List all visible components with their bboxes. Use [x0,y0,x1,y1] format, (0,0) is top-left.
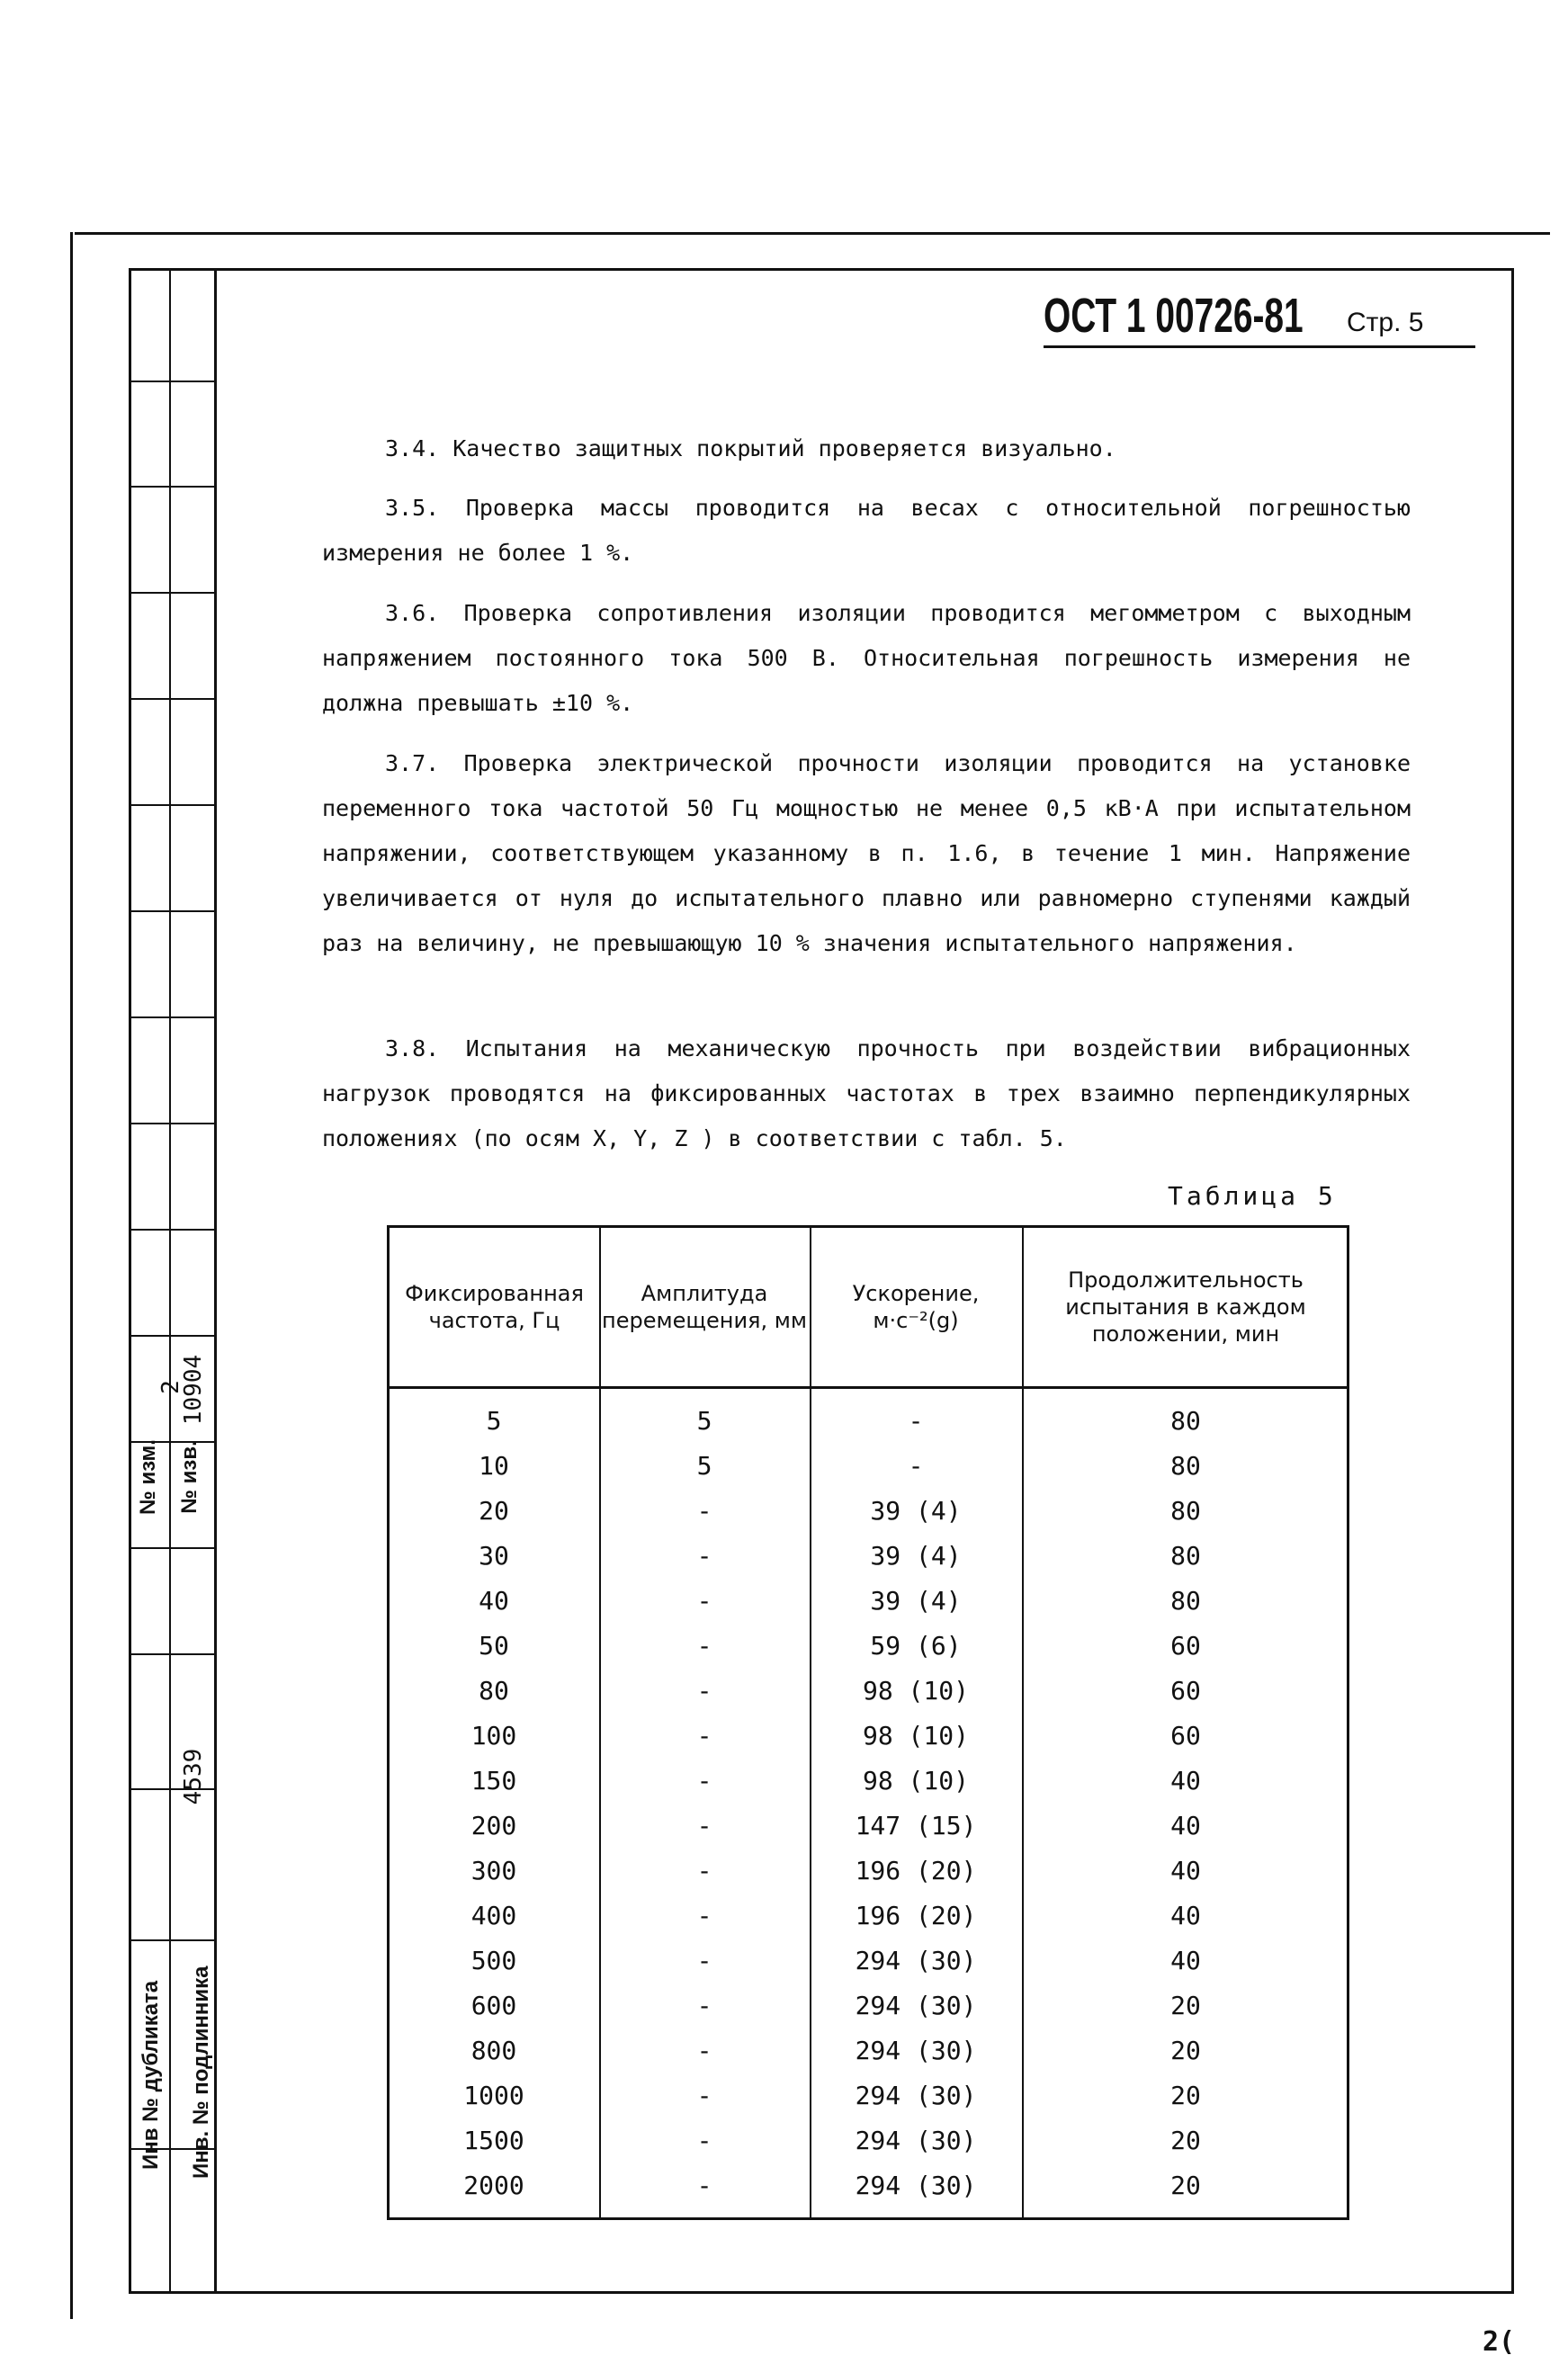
table-cell: 294 (30) [855,1991,977,2020]
table-cell: - [696,1901,712,1930]
table-cell: 60 [1170,1676,1201,1706]
podl-label: Инв. № подлинника [189,1966,213,2179]
table-cell: 294 (30) [855,2081,977,2110]
table-cell: - [696,1676,712,1706]
paragraph-3-4 [322,426,1411,471]
izm-value: 2 [157,1380,184,1394]
dubl-label: Инв № дубликата [139,1980,163,2170]
table-cell: 50 [479,1631,509,1661]
table-cell: 20 [1170,2036,1201,2065]
paragraph-3-5 [322,486,1411,576]
table-cell: 80 [1170,1496,1201,1526]
margin-row-line [129,1123,214,1124]
table-cell: 500 [470,1946,517,1975]
table-cell: 60 [1170,1631,1201,1661]
table-cell: - [696,2036,712,2065]
top-rule [75,232,1550,235]
margin-row-line [129,1939,214,1941]
table-cell: 40 [1170,1901,1201,1930]
vibration-table [387,1225,1349,2220]
paragraph-text: 3.5. Проверка массы проводится на весах с относительной погрешностью измерения не более 1 %. [322,495,1411,566]
table-cell: 150 [470,1766,517,1795]
margin-row-line [129,486,214,488]
margin-row-line [129,1229,214,1231]
table-cell: 39 (4) [870,1496,962,1526]
table-cell: 39 (4) [870,1541,962,1571]
page-label: Стр. 5 [1347,308,1424,337]
margin-row-line [129,1016,214,1018]
table-cell: - [696,1946,712,1975]
paragraph-3-8 [322,1026,1411,1161]
table-cell: 600 [470,1991,517,2020]
table-cell: 80 [1170,1586,1201,1616]
table-cell: 40 [1170,1811,1201,1840]
table-cell: 80 [1170,1451,1201,1481]
izm-label: № изм. [136,1439,160,1515]
paragraph-text: 3.6. Проверка сопротивления изоляции проводится мегомметром с выходным напряжением постоянного тока 500 В. Относительная погрешность измерения не должна превышать ±10 %. [322,600,1411,716]
table-cell: 80 [1170,1541,1201,1571]
table-cell: 294 (30) [855,2126,977,2155]
table-cell: 20 [1170,2171,1201,2200]
table-cell: 100 [470,1721,517,1751]
doc-code-underline [1044,345,1475,348]
table-header-duration: Продолжительность испытания в каждом положении, мин [1065,1267,1306,1347]
table-header-frequency: Фиксированная частота, Гц [405,1281,584,1333]
margin-row-line [129,1335,214,1337]
paragraph-text: 3.7. Проверка электрической прочности изоляции проводится на установке переменного тока частотой 50 Гц мощностью не менее 0,5 кВ·А при испытательном напряжении, соответствующем указанному в п. 1.6, в течение 1 мин. Напряжение увеличивается от нуля до испытательного плавно или равномерно ступенями каждый раз на величину, не превышающую 10 % значения испытательного напряжения. [322,750,1411,956]
table-cell: 294 (30) [855,2171,977,2200]
margin-row-line [129,804,214,806]
table-cell: - [696,1766,712,1795]
table-cell: 196 (20) [855,1856,977,1885]
margin-row-line [129,1653,214,1655]
table-cell: - [696,1496,712,1526]
izv-value: 10904 [180,1354,207,1426]
left-binding-rule [70,232,73,2319]
table-cell: - [696,1541,712,1571]
table-cell: - [696,1991,712,2020]
margin-row-line [129,698,214,700]
table-cell: 40 [1170,1856,1201,1885]
paragraph-3-7 [322,741,1411,966]
table-cell: 300 [470,1856,517,1885]
table-cell: 40 [479,1586,509,1616]
table-cell: - [696,1811,712,1840]
table-cell: 294 (30) [855,2036,977,2065]
table-caption: Таблица 5 [1168,1181,1337,1211]
table-cell: 5 [696,1406,712,1436]
table-cell: 60 [1170,1721,1201,1751]
paragraph-3-6 [322,591,1411,726]
table-cell: 147 (15) [855,1811,977,1840]
table-cell: 10 [479,1451,509,1481]
table-cell: 20 [1170,1991,1201,2020]
table-cell: 1500 [463,2126,524,2155]
margin-row-line [129,592,214,594]
table-cell: 20 [479,1496,509,1526]
table-cell: 80 [1170,1406,1201,1436]
table-cell: 20 [1170,2081,1201,2110]
table-cell: 1000 [463,2081,524,2110]
table-header-amplitude: Амплитуда перемещения, мм [602,1281,807,1333]
paragraph-text: 3.8. Испытания на механическую прочность при воздействии вибрационных нагрузок проводятся на фиксированных частотах в трех взаимно перпендикулярных положениях (по осям X, Y, Z ) в соответствии с табл. 5. [322,1035,1411,1151]
table-cell: 40 [1170,1766,1201,1795]
page-number: 2( [1483,2326,1516,2358]
table-header-acceleration: Ускорение, м·с⁻²(g) [852,1281,980,1333]
table-cell: 40 [1170,1946,1201,1975]
margin-row-line [129,910,214,912]
table-cell: 80 [479,1676,509,1706]
doc-code: ОСТ 1 00726-81 [1044,289,1304,343]
table-cell: 800 [470,2036,517,2065]
table-cell: - [696,1586,712,1616]
table-cell: 98 (10) [862,1721,969,1751]
table-cell: - [696,2081,712,2110]
table-cell: 400 [470,1901,517,1930]
table-cell: 59 (6) [870,1631,962,1661]
table-cell: 20 [1170,2126,1201,2155]
table-cell: 39 (4) [870,1586,962,1616]
table-cell: 200 [470,1811,517,1840]
izv-label: № изв. [177,1440,202,1514]
margin-row-line [129,1547,214,1549]
table-cell: 98 (10) [862,1676,969,1706]
table-cell: 5 [486,1406,502,1436]
table-cell: - [908,1406,924,1436]
table-cell: - [696,2171,712,2200]
margin-row-line [129,381,214,382]
table-cell: - [696,1721,712,1751]
table-cell: - [696,2126,712,2155]
table-cell: 196 (20) [855,1901,977,1930]
margin-divider [169,268,171,2294]
table-cell: - [696,1856,712,1885]
podl-value: 4539 [180,1748,207,1805]
table-cell: 2000 [463,2171,524,2200]
table-cell: - [696,1631,712,1661]
table-header-line [390,1386,1347,1389]
table-cell: - [908,1451,924,1481]
table-cell: 98 (10) [862,1766,969,1795]
table-cell: 5 [696,1451,712,1481]
table-cell: 30 [479,1541,509,1571]
table-cell: 294 (30) [855,1946,977,1975]
paragraph-text: 3.4. Качество защитных покрытий проверяется визуально. [385,435,1116,461]
